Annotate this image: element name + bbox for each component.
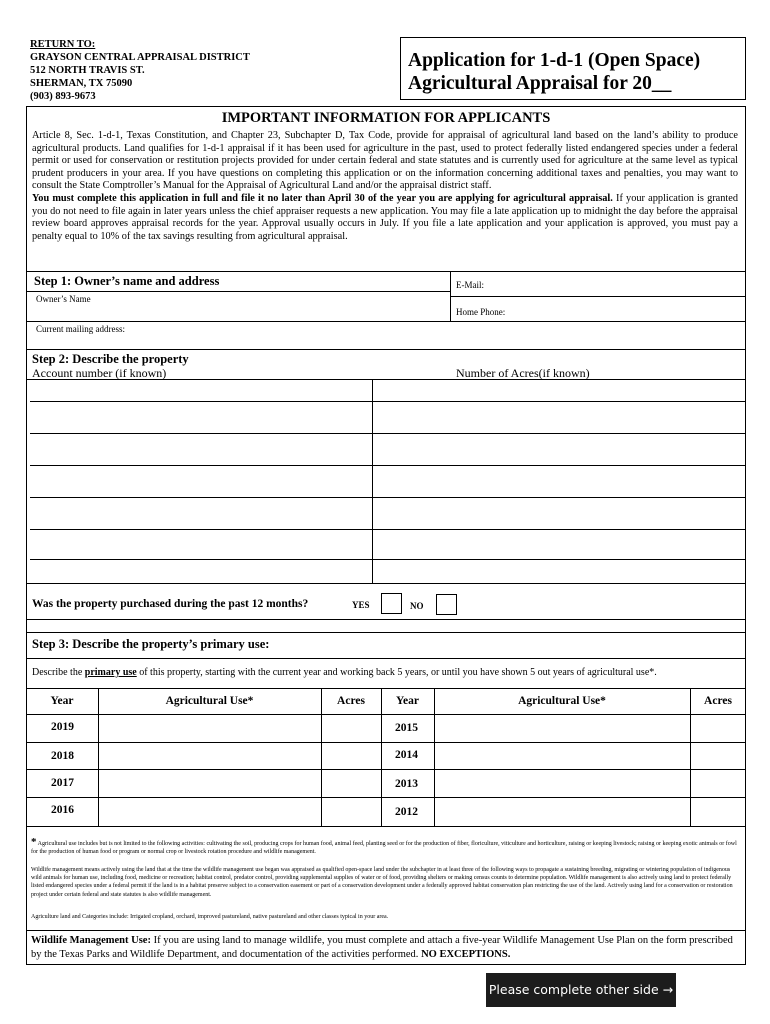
divider (26, 619, 746, 620)
divider (26, 632, 746, 633)
acres-known-label: Number of Acres(if known) (456, 366, 590, 380)
categories-footnote: Agriculture land and Categories include: Irrigated cropland, orchard, improved pastureland, native pastureland and other classes typical in your area. (31, 914, 389, 920)
divider (26, 271, 746, 272)
owner-name-label: Owner’s Name (36, 294, 91, 304)
divider (372, 379, 373, 583)
property-row-line (30, 559, 746, 560)
divider (26, 583, 746, 584)
desc-post: of this property, starting with the current year and working back 5 years, or until you have shown 5 out years of agricultural use*. (136, 667, 657, 678)
divider (26, 930, 746, 931)
year-right: 2012 (395, 806, 418, 818)
col-line (98, 688, 99, 826)
form-title-line2: Agricultural Appraisal for 20__ (408, 73, 672, 94)
no-label: NO (410, 601, 424, 611)
row-line (26, 714, 746, 715)
desc-pre: Describe the (32, 667, 85, 678)
property-row-line (30, 401, 746, 402)
important-deadline: You must complete this application in full and file it no later than April 30 of the year you are applying for agricultural appraisal. (32, 192, 613, 204)
form-title-box (400, 37, 746, 100)
important-text (32, 130, 738, 243)
year-right: 2015 (395, 722, 418, 734)
col-line (690, 688, 691, 826)
year-left: 2018 (51, 750, 74, 762)
primary-use-instructions (32, 667, 657, 678)
divider (450, 296, 746, 297)
year-left: 2017 (51, 777, 74, 789)
no-exceptions: NO EXCEPTIONS. (421, 948, 511, 960)
col-line (381, 688, 382, 826)
footnote-star: * (31, 836, 37, 848)
step1-title: Step 1: Owner’s name and address (34, 274, 220, 288)
wildlife-footnote: Wildlife management means actively using the land that at the time the wildlife management use began was appraised as qualified open-space land under the subchapter in at least three of the following ways to propagate a sustaining breeding, migrating or wintering population of indigenous wild animals for human use, including food, medicine or recreation; habitat control, predator control, providing supplemental supplies of water or of food, providing shelters or making census counts to determine population. Wildlife management is also actively using land to protect federally listed endangered species under a federal permit if the land is in a habitat preserve subject to a conservation easement or part of a conservation development under a federally approved habitat conservation plan restricting the use of the land. Actively using land for a conservation or restoration project under certain federal and state statutes is also wildlife management. (31, 867, 733, 898)
step3-title: Step 3: Describe the property’s primary use: (32, 637, 270, 651)
row-line (26, 742, 746, 743)
email-label: E-Mail: (456, 280, 484, 290)
yes-label: YES (352, 600, 370, 610)
row-line (26, 797, 746, 798)
year-left: 2019 (51, 721, 74, 733)
col-use-left: Agricultural Use* (165, 695, 254, 707)
property-row-line (30, 433, 746, 434)
important-para2: If your application is granted you do not need to file again in later years unless the chief appraiser requests a new application. You may file a late application up to midnight the day before the appraisal review board approves appraisal records for the year. Approval usually occurs in July. If you file a late application and your application is approved, you must pay a penalty equal to 10% of the tax savings resulting from agricultural appraisal. (32, 192, 738, 242)
row-line (26, 769, 746, 770)
year-right: 2013 (395, 778, 418, 790)
divider (26, 379, 746, 380)
no-checkbox[interactable] (436, 594, 457, 615)
mailing-address-label: Current mailing address: (36, 324, 125, 334)
home-phone-label: Home Phone: (456, 307, 506, 317)
district-city: SHERMAN, TX 75090 (30, 78, 133, 89)
divider (26, 658, 746, 659)
wildlife-management-notice (31, 934, 743, 961)
property-row-line (30, 497, 746, 498)
col-use-right: Agricultural Use* (518, 695, 606, 707)
district-street: 512 NORTH TRAVIS ST. (30, 65, 145, 76)
important-para1: Article 8, Sec. 1-d-1, Texas Constitution, and Chapter 23, Subchapter D, Tax Code, provide for appraisal of agricultural land based on the land’s ability to produce agricultural products. Land qualifies for 1-d-1 appraisal if it has been used for agriculture in the past, used to protect federally listed endangered species under a federal permit or used for conservation or restitution projects provided for under certain federal and state statutes and is currently used for agriculture at the same level as typical prudent producers in your area. If you have questions on completing this application or on the information concerning additional taxes and penalties, you may want to consult the State Comptroller’s Manual for the Appraisal of Agricultural Land and/or the appraisal district staff. (32, 130, 738, 192)
form-title-line1: Application for 1-d-1 (Open Space) (408, 50, 701, 71)
account-number-label: Account number (if known) (32, 366, 167, 380)
yes-checkbox[interactable] (381, 593, 402, 614)
col-year-right: Year (396, 695, 419, 707)
return-to-label: RETURN TO: (30, 39, 96, 50)
col-acres-left: Acres (337, 695, 365, 707)
desc-primary-use: primary use (84, 667, 137, 678)
year-right: 2014 (395, 749, 418, 761)
col-line (434, 688, 435, 826)
col-acres-right: Acres (704, 695, 732, 707)
ag-use-text: Agricultural use includes but is not limited to the following activities: cultivating the soil, producing crops for human food, animal feed, planting seed or for the production of fiber, floriculture, viticulture and horticulture, raising or keeping livestock; raising or keeping exotic animals or fowl for the production of human food or program or normal crop or livestock rotation procedure and wildlife management. (31, 841, 737, 856)
district-name: GRAYSON CENTRAL APPRAISAL DISTRICT (30, 52, 250, 63)
year-left: 2016 (51, 804, 74, 816)
divider (26, 688, 746, 689)
divider (26, 349, 746, 350)
wildlife-label: Wildlife Management Use: (31, 935, 151, 946)
purchased-question: Was the property purchased during the past 12 months? (32, 598, 309, 610)
col-year-left: Year (50, 695, 74, 707)
row-line (26, 826, 746, 827)
property-row-line (30, 529, 746, 530)
divider (26, 321, 746, 322)
district-phone: (903) 893-9673 (30, 91, 96, 102)
wildlife-text: If you are using land to manage wildlife, you must complete and attach a five-year Wildlife Management Use Plan on the form prescribed by the Texas Parks and Wildlife Department, and documentation of the activities performed. (31, 935, 733, 960)
property-row-line (30, 465, 746, 466)
complete-other-side-button[interactable]: Please complete other side → (486, 973, 676, 1007)
return-address (30, 38, 250, 103)
step2-title: Step 2: Describe the property (32, 352, 189, 366)
divider (26, 291, 450, 292)
important-heading: IMPORTANT INFORMATION FOR APPLICANTS (221, 110, 551, 126)
col-line (321, 688, 322, 826)
ag-use-footnote (31, 838, 741, 856)
